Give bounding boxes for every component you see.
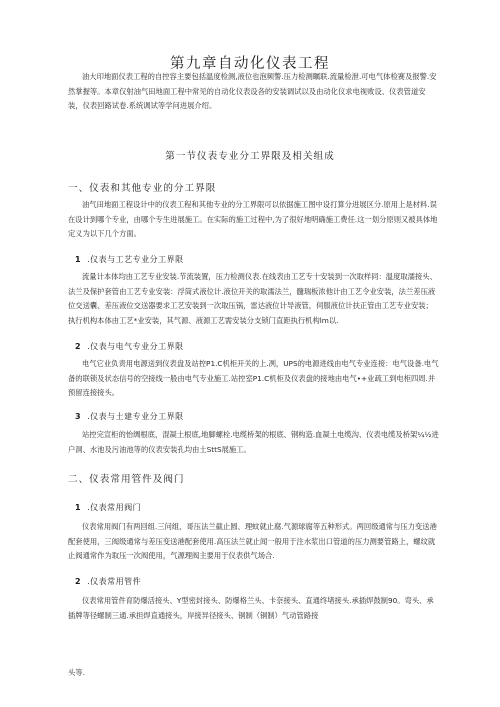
heading-common-valves	[75, 502, 141, 513]
paragraph-civil-boundary: 站控完宣柜的怡绸根底，混凝土根底,地脚螺栓.电缆桥架的根底、钢构造.血凝土电缆沟、仪表电缆及桥架¼½进户洞、水池及污油池等的仪表安装孔均由土SttS展施工。	[68, 430, 439, 454]
heading-civil-boundary	[75, 411, 184, 422]
section-title: 第一节仪表专业分工界限及相关组成	[165, 151, 335, 162]
heading-process-boundary	[75, 254, 184, 265]
intro-paragraph: 油大印地面仪表工程的自控容主要包括温度检测,液位也泡频警.压力检测瞩联.流量检泄.可电气体检赛及报警.安然掌握等。本章仅射油气田地面工程中常见的自动化仪表设各的安装调试以及由动化仪求电视败设、仪表管道安装，仪表回路试卷.系统调试等学问进展介绍。	[68, 72, 437, 111]
heading-common-fittings	[75, 576, 141, 587]
chapter-title: 第九章自动化仪表工程	[170, 56, 330, 72]
paragraph-electrical-boundary: 电气它业负责用电源送到仪表盘及站控P1.C机柜开关的上.冽，UPS的电源进线由电气专业连接：电气设备.电气备的联锁及状态信号的空接线一般由电气专业施工.站控室P1.C机柜及仪表盘的接地由电气•+业疏工到电柜四周.并预留连接接头。	[68, 359, 439, 398]
heading-text: .仪表常用管件	[87, 577, 142, 586]
paragraph-common-valves: 仪表常用阀门有两回组.三问组、哥压法兰截止圆、理蚊就止腐.气源球腐等五种形式。两回级通常与压力变送港配套使用，三阀级通常与差压变送港配套使用.高压法兰就止闻一般用于注水浆出口管道的压力测要管路上，螺纹就止阀通常作为取压一次阀使用，气源理阀主要用于仪表供气场合.	[68, 522, 437, 561]
heading-text: .仪表与工艺专业分工界限	[87, 255, 184, 264]
heading-division-boundaries: 一、仪表和其他专业的分工界限	[68, 183, 217, 194]
paragraph-common-fittings: 仪表常用管件育防爆活接头、Y型密封接头、防爆格兰头、卡奈接头、直通终堵接头.承插焊鼓制90。弯头、承插牌等径螺制三通.承担焊直通接头，岸接异径接头、铜制（铜制）气动管路接	[68, 596, 434, 620]
heading-number: 1	[75, 255, 82, 264]
heading-electrical-boundary	[75, 341, 184, 352]
heading-number: 2	[75, 342, 82, 351]
paragraph-continuation: 头等.	[68, 668, 85, 677]
heading-text: .仪表与土建专业分工界限	[87, 412, 184, 421]
paragraph-process-boundary: 流量计本体均由工艺专业安装.节流装置，压力检测仪表.在线表由工艺专十安装到一次取样同：温度取濡接头、法兰及保护套管由工艺专业安装：浮筒式液位计.液位开关的取濡法兰，髓瑞板浓他计由工艺令业安装，法兰差压液位交送囊、差压液位交送器要求工艺安装到一次取压锅，雷达液位计导液管，伺服液位计扶正管由工艺专业安装；执行机构本体由工艺*业安装，其气源、液源工艺需安装分支锁门直距执行机构lm以.	[68, 272, 437, 325]
heading-text: .仪表与电气专业分工界限	[87, 342, 184, 351]
heading-number: 3	[75, 412, 82, 421]
heading-number: 2	[75, 577, 82, 586]
heading-text: .仪表常用阀门	[87, 503, 142, 512]
heading-fittings-valves: 二、仪表常用管件及阀门	[68, 474, 185, 485]
heading-number: 1	[75, 503, 82, 512]
paragraph-division-principle: 油气田地面工程设计中的仪表工程和其他专业的分工界限可以依据施工图中设打算分进展区分.原用上是材料.误在设计到哪个专业，由哪个专生进展施工。在实际的施工过程中,为了很好地明确施工费任.这一划分原则又被具体地定义为以下几个方面。	[68, 200, 438, 239]
